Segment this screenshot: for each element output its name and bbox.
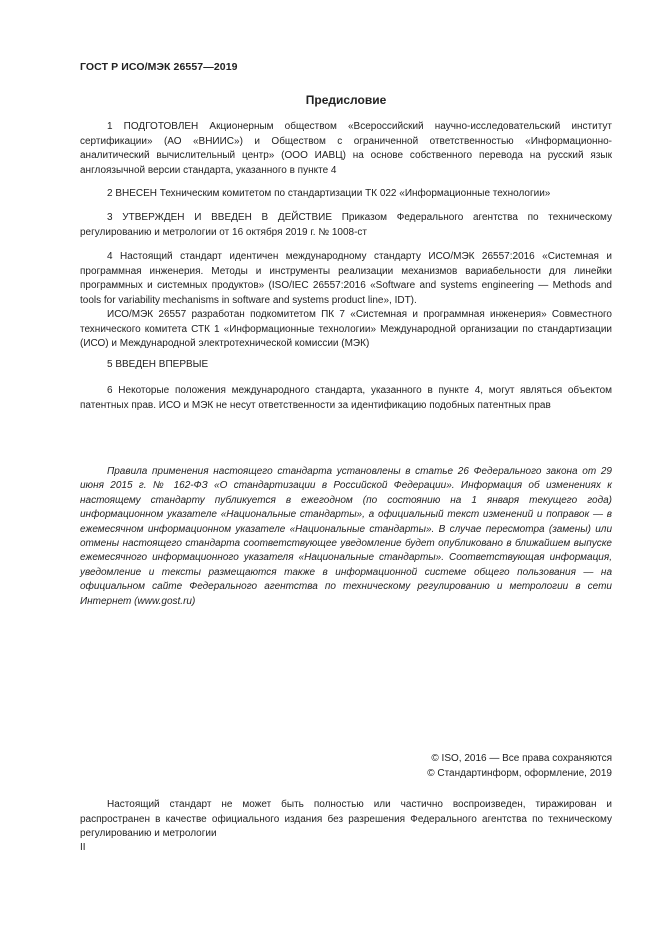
foreword-item-4-text: 4 Настоящий стандарт идентичен международному стандарту ИСО/МЭК 26557:2016 «Системная и программная инженерия. Методы и инструменты реализации механизмов вариабельности для линейки программных и системных продуктов» (ISO/IEC 26557:2016 «Software and systems engineering — Methods and tools for variability mechanisms in software and systems product line», IDT). [80, 251, 612, 306]
foreword-item-6-text: 6 Некоторые положения международного стандарта, указанного в пункте 4, могут являться объектом патентных прав. ИСО и МЭК не несут ответственности за идентификацию подобных патентных прав [80, 385, 612, 411]
foreword-item-5-text: 5 ВВЕДЕН ВПЕРВЫЕ [107, 359, 209, 370]
document-code-header: ГОСТ Р ИСО/МЭК 26557—2019 [80, 61, 238, 73]
copyright-block [80, 752, 612, 781]
foreword-item-1 [80, 120, 612, 178]
application-rules-text: Правила применения настоящего стандарта установлены в статье 26 Федерального закона от 29 июня 2015 г. № 162-ФЗ «О стандартизации в Российской Федерации». Информация об изменениях к настоящему стандарту публикуется в ежегодном (по состоянию на 1 января текущего года) информационном указателе «Национальные стандарты», а официальный текст изменений и поправок — в ежемесячном информационном указателе «Национальные стандарты». В случае пересмотра (замены) или отмены настоящего стандарта соответствующее уведомление будет опубликовано в ближайшем выпуске ежемесячного информационного указателя «Национальные стандарты». Соответствующая информация, уведомление и тексты размещаются также в информационной системе общего пользования — на официальном сайте Федерального агентства по техническому регулированию и метрологии в сети Интернет (www.gost.ru) [80, 466, 612, 607]
foreword-item-4-subcommittee-text: ИСО/МЭК 26557 разработан подкомитетом ПК 7 «Системная и программная инженерия» Совместного технического комитета СТК 1 «Информационные технологии» Международной организации по стандартизации (ИСО) и Международной электротехнической комиссии (МЭК) [80, 309, 612, 349]
foreword-item-2 [80, 187, 612, 202]
application-rules-notice [80, 465, 612, 609]
foreword-item-4 [80, 250, 612, 352]
copyright-iso: © ISO, 2016 — Все права сохраняются [431, 753, 612, 764]
foreword-item-3-text: 3 УТВЕРЖДЕН И ВВЕДЕН В ДЕЙСТВИЕ Приказом Федерального агентства по техническому регулированию и метрологии от 16 октября 2019 г. № 1008-ст [80, 212, 612, 238]
copyright-standartinform: © Стандартинформ, оформление, 2019 [427, 767, 612, 779]
reproduction-notice [80, 798, 612, 842]
foreword-item-2-text: 2 ВНЕСЕН Техническим комитетом по стандартизации ТК 022 «Информационные технологии» [107, 188, 551, 199]
page-title: Предисловие [305, 93, 387, 107]
foreword-item-1-text: 1 ПОДГОТОВЛЕН Акционерным обществом «Всероссийский научно-исследовательский институт сертификации» (АО «ВНИИС») и Обществом с ограниченной ответственностью «Информационно-аналитический вычислительный центр» (ООО ИАВЦ) на основе собственного перевода на русский язык англоязычной версии стандарта, указанного в пункте 4 [80, 121, 612, 176]
foreword-item-6 [80, 384, 612, 413]
page-number: II [80, 842, 86, 853]
reproduction-text: Настоящий стандарт не может быть полностью или частично воспроизведен, тиражирован и распространен в качестве официального издания без разрешения Федерального агентства по техническому регулированию и метрологии [80, 799, 612, 839]
foreword-item-3 [80, 211, 612, 240]
foreword-item-5 [80, 358, 612, 373]
